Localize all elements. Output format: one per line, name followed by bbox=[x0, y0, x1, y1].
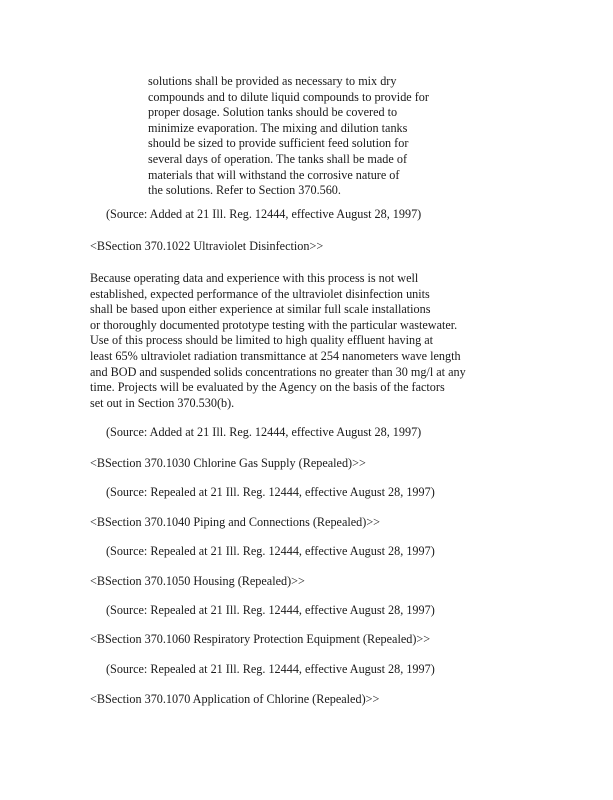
section-heading-1040: <BSection 370.1040 Piping and Connections (Repealed)>> bbox=[90, 515, 381, 529]
paragraph-line: proper dosage. Solution tanks should be covered to bbox=[148, 105, 398, 120]
paragraph-line: shall be based upon either experience at similar full scale installations bbox=[90, 302, 431, 317]
source-note: (Source: Repealed at 21 Ill. Reg. 12444, effective August 28, 1997) bbox=[106, 603, 435, 617]
paragraph-line: should be sized to provide sufficient feed solution for bbox=[148, 136, 409, 151]
paragraph-line: or thoroughly documented prototype testing with the particular wastewater. bbox=[90, 317, 458, 332]
uv-disinfection-paragraph bbox=[90, 271, 530, 411]
paragraph-line: least 65% ultraviolet radiation transmittance at 254 nanometers wave length bbox=[90, 348, 461, 363]
paragraph-line: compounds and to dilute liquid compounds to provide for bbox=[148, 89, 429, 104]
paragraph-line: solutions shall be provided as necessary to mix dry bbox=[148, 74, 397, 88]
paragraph-line: time. Projects will be evaluated by the Agency on the basis of the factors bbox=[90, 380, 445, 395]
paragraph-line: minimize evaporation. The mixing and dilution tanks bbox=[148, 120, 408, 135]
paragraph-line: the solutions. Refer to Section 370.560. bbox=[148, 183, 341, 198]
paragraph-line: materials that will withstand the corrosive nature of bbox=[148, 167, 400, 182]
section-heading-1030: <BSection 370.1030 Chlorine Gas Supply (Repealed)>> bbox=[90, 456, 366, 470]
source-note: (Source: Repealed at 21 Ill. Reg. 12444, effective August 28, 1997) bbox=[106, 544, 435, 558]
source-note: (Source: Added at 21 Ill. Reg. 12444, effective August 28, 1997) bbox=[106, 207, 422, 221]
paragraph-line: Because operating data and experience with this process is not well bbox=[90, 271, 419, 285]
section-heading-1022: <BSection 370.1022 Ultraviolet Disinfection>> bbox=[90, 239, 324, 253]
source-note: (Source: Added at 21 Ill. Reg. 12444, effective August 28, 1997) bbox=[106, 425, 422, 439]
source-note: (Source: Repealed at 21 Ill. Reg. 12444, effective August 28, 1997) bbox=[106, 485, 435, 499]
section-heading-1050: <BSection 370.1050 Housing (Repealed)>> bbox=[90, 574, 305, 588]
paragraph-line: established, expected performance of the ultraviolet disinfection units bbox=[90, 286, 430, 301]
paragraph-line: several days of operation. The tanks shall be made of bbox=[148, 151, 408, 166]
paragraph-line: Use of this process should be limited to high quality effluent having at bbox=[90, 333, 433, 348]
paragraph-line: and BOD and suspended solids concentrations no greater than 30 mg/l at any bbox=[90, 364, 466, 379]
section-heading-1060: <BSection 370.1060 Respiratory Protection Equipment (Repealed)>> bbox=[90, 632, 431, 646]
source-note: (Source: Repealed at 21 Ill. Reg. 12444, effective August 28, 1997) bbox=[106, 662, 435, 676]
paragraph-line: set out in Section 370.530(b). bbox=[90, 395, 235, 410]
section-heading-1070: <BSection 370.1070 Application of Chlorine (Repealed)>> bbox=[90, 692, 380, 706]
indented-paragraph bbox=[148, 74, 448, 199]
